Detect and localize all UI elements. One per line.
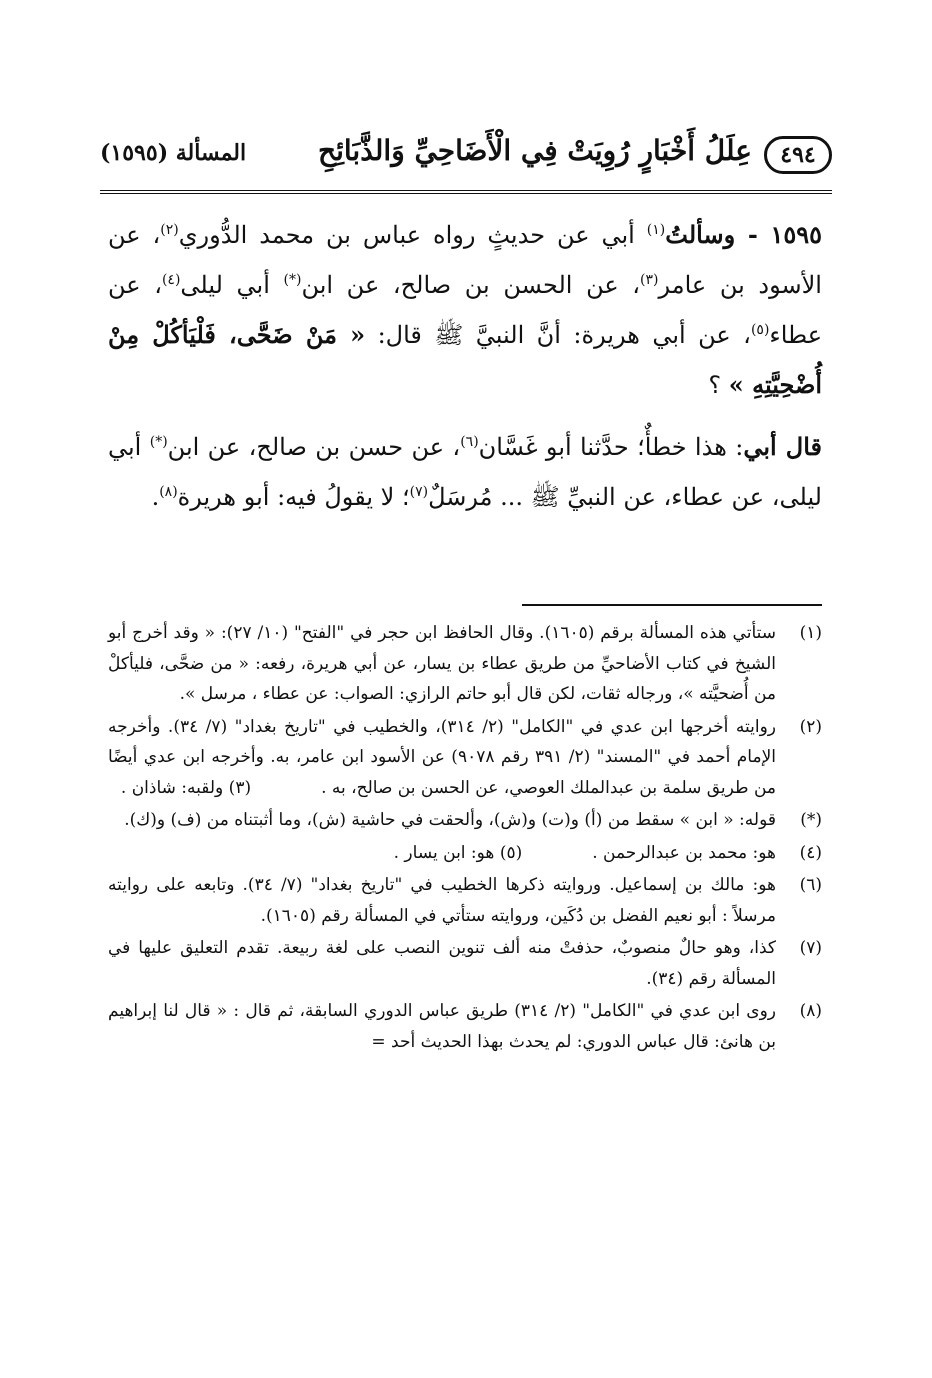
footnote-item (108, 805, 822, 836)
footnote-mark: (٨) (799, 1001, 822, 1021)
footnote-text: قوله: « ابن » سقط من (أ) و(ت) و(ش)، وألحقت في حاشية (ش)، وما أثبتناه من (ف) و(ك). (124, 810, 776, 830)
footnote-ref: (٣) (640, 272, 659, 288)
chapter-title: عِلَلُ أَخْبَارٍ رُوِيَتْ فِي الْأَضَاحِيِّ وَالذَّبَائِحِ (318, 134, 752, 167)
footnote-text-run: روايته أخرجها ابن عدي في "الكامل" (٢/ ٣١٤)، والخطيب في "تاريخ بغداد" (٧/ ٣٤). وأخرجه الإمام أحمد في "المسند" (٢/ ٣٩١ رقم ٩٠٧٨) عن الأسود ابن عامر، به. وأخرجه ابن عدي أيضًا من طريق سلمة بن عبدالملك العوصي، عن الحسن بن صالح، به . (108, 716, 776, 798)
footnote-mark: (٤) (799, 842, 822, 863)
text-run: ، عن عطاء (108, 271, 823, 349)
text-run: . (151, 483, 160, 511)
footnote-text: كذا، وهو حالٌ منصوبٌ، حذفتْ منه ألف تنوين النصب على لغة ربيعة. تقدم التعليق عليها في المسألة رقم (٣٤). (108, 938, 776, 989)
footnote-item (108, 870, 822, 931)
footnote-ref: (٨) (159, 484, 178, 500)
question-paragraph (108, 210, 822, 410)
page-header (100, 130, 832, 184)
footnote-mark: (١) (799, 623, 822, 643)
question-opening: وسألتُ (665, 220, 736, 249)
text-run: ، عن حسن بن صالح، عن ابن (167, 433, 461, 461)
text-run: : هذا خطأٌ؛ حدَّثنا أبو غَسَّان (478, 433, 744, 461)
footnote-ref: (٢) (160, 222, 179, 238)
footnote-item (108, 996, 822, 1057)
footnote-item (108, 712, 822, 804)
footnote-text: ستأتي هذه المسألة برقم (١٦٠٥). وقال الحافظ ابن حجر في "الفتح" (١٠/ ٢٧): « وقد أخرج أبو الشيخ في كتاب الأضاحيِّ من طريق عطاء بن يسار، عن أبي هريرة، رفعه: « من ضحَّى، فليأكلْ من أُضحيَّته »، ورجاله ثقات، لكن قال أبو حاتم الرازي: الصواب: عن عطاء ، مرسل ». (108, 623, 777, 704)
hadith-text: « مَنْ ضَحَّى، فَلْيَأكُلْ مِنْ أُضْحِيَّتِهِ » (108, 320, 822, 399)
main-text (108, 210, 822, 522)
footnote-item (108, 838, 822, 869)
footnote-mark: (٧) (799, 938, 822, 958)
footnote-item (108, 618, 822, 710)
text-run: ؛ لا يقولُ فيه: أبو هريرة (177, 483, 410, 511)
text-run: أبي ليلى (180, 271, 284, 299)
footnote-mark: (*) (800, 810, 822, 830)
text-run: أبي عن حديثٍ رواه عباس بن محمد الدُّوري (178, 221, 647, 249)
text-run: أبي ليلى، عن عطاء، عن النبيِّ ﷺ ... مُرسَلٌ (108, 433, 822, 511)
footnote-text: روى ابن عدي في "الكامل" (٢/ ٣١٤) طريق عباس الدوري السابقة، ثم قال : « قال لنا إبراهيم بن هانئ: قال عباس الدوري: لم يحدث بهذا الحديث أحد = (108, 1001, 777, 1052)
footnote-text-run: هو: محمد بن عبدالرحمن . (592, 842, 776, 863)
footnote-mark: (٢) (799, 716, 822, 737)
footnote-text (108, 712, 776, 804)
footnote-text: هو: مالك بن إسماعيل. وروايته ذكرها الخطيب في "تاريخ بغداد" (٧/ ٣٤). وتابعه على روايته مرسلاً : أبو نعيم الفضل بن دُكَين، وروايته ستأتي في المسألة رقم (١٦٠٥). (108, 875, 776, 926)
footnote-text-run: هو: ابن يسار . (393, 842, 495, 863)
speaker-label: قال أبي (743, 432, 823, 461)
text-run: ؟ (708, 371, 729, 399)
footnote-ref: (*) (149, 434, 168, 450)
issue-number: ١٥٩٥ - (735, 220, 823, 249)
header-divider (100, 190, 832, 194)
text-run: ، عن الحسن بن صالح، عن ابن (301, 271, 641, 299)
text-run: ، عن أبي هريرة: أنَّ النبيَّ ﷺ قال: (365, 321, 751, 349)
footnote-mark: (٥) (499, 842, 523, 863)
footnote-item (108, 933, 822, 994)
text-run: ، عن الأسود بن عامر (108, 221, 822, 299)
footnote-mark: (٣) (228, 777, 252, 798)
footnote-ref: (٥) (750, 322, 770, 338)
footnote-text (108, 838, 776, 869)
footnotes (108, 618, 822, 1059)
issue-label: المسألة (١٥٩٥) (100, 140, 247, 166)
footnote-ref: (٧) (409, 484, 429, 500)
answer-paragraph (108, 422, 822, 522)
footnote-ref: (٦) (460, 434, 479, 450)
footnote-text-run: ولقبه: شاذان . (120, 777, 224, 798)
footnote-ref: (*) (283, 272, 302, 288)
footnote-mark: (٦) (799, 875, 822, 895)
page-number: ٤٩٤ (764, 136, 832, 174)
footnote-ref: (٤) (161, 272, 181, 288)
footnote-divider (522, 604, 822, 606)
footnote-ref: (١) (646, 222, 666, 238)
